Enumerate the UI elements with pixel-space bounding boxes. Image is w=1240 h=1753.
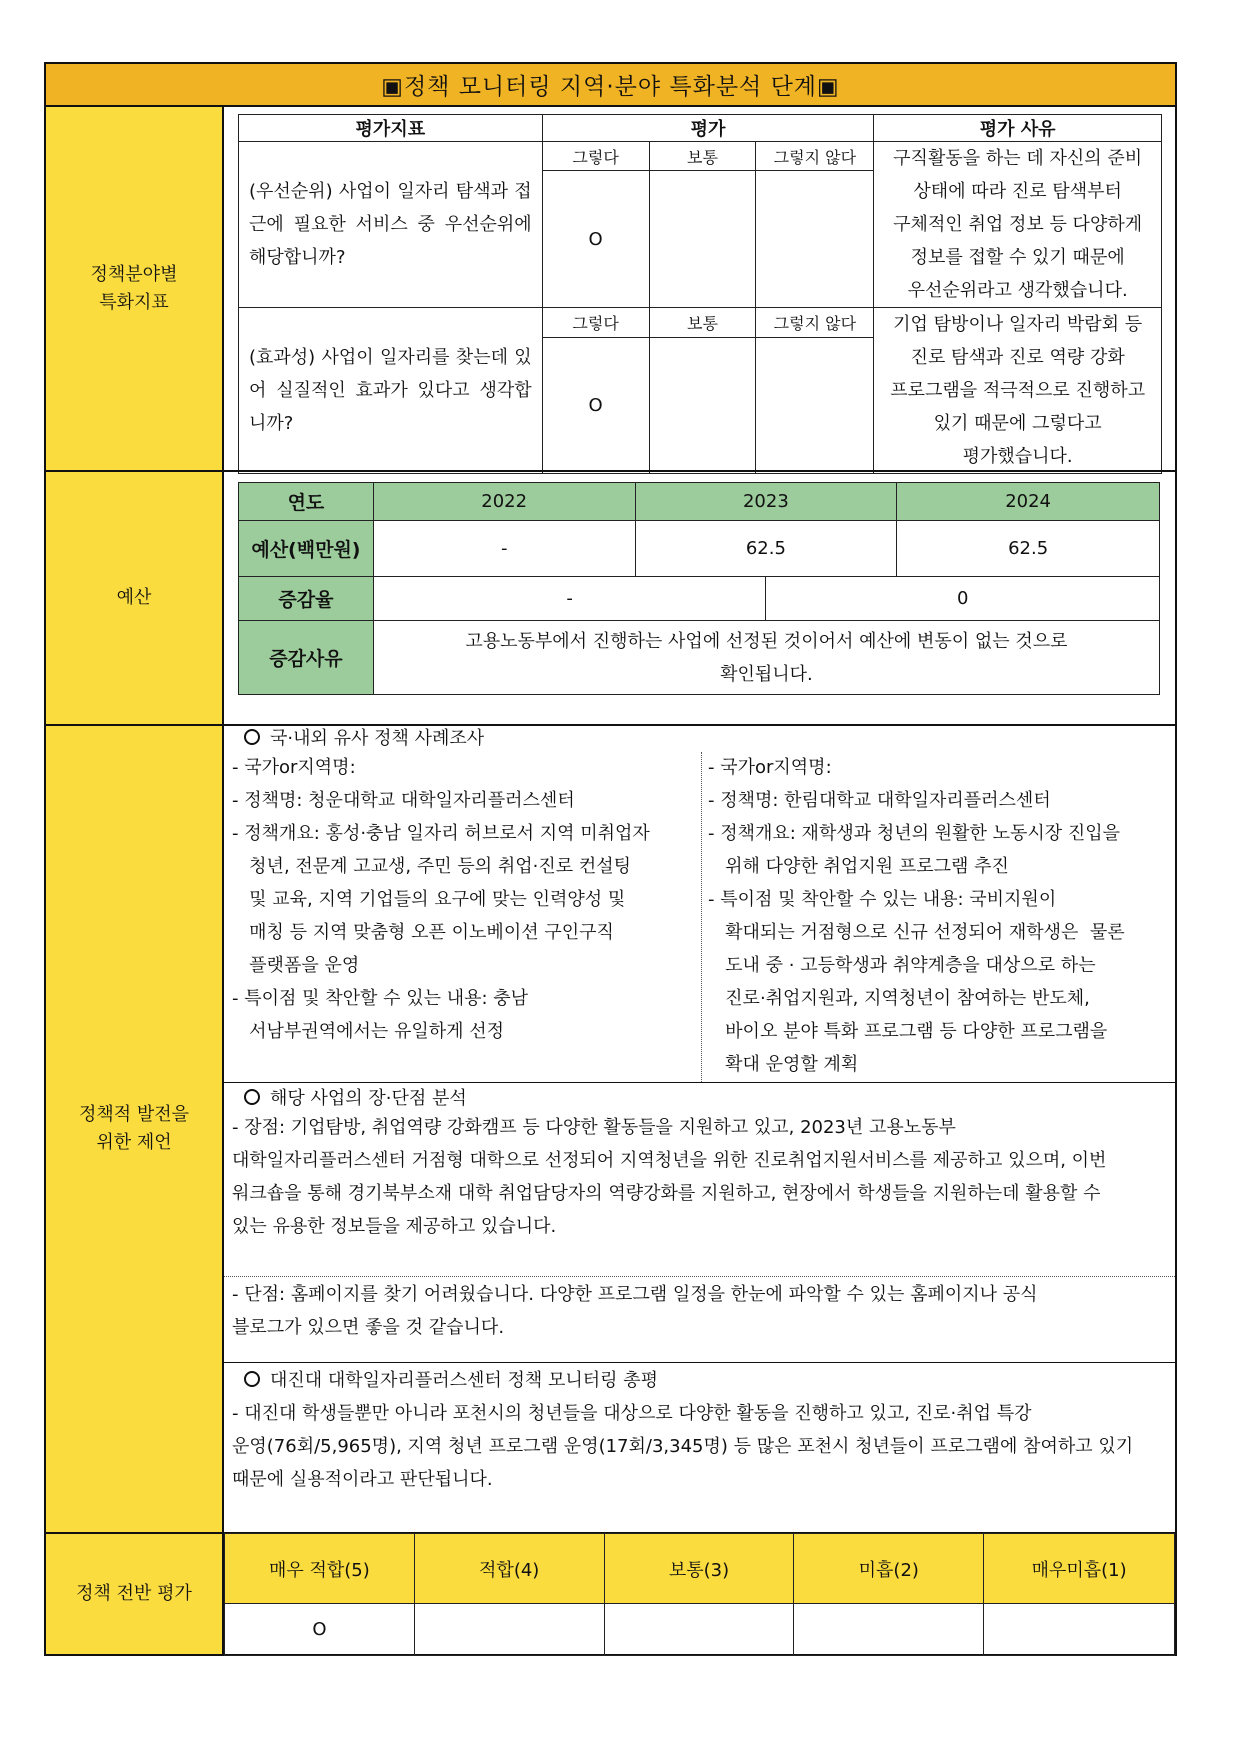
analysis-heading-text: 해당 사업의 장·단점 분석 — [270, 1088, 467, 1109]
overall-option: 미흡(2) — [794, 1534, 984, 1604]
overall-mark — [984, 1604, 1175, 1656]
proposal-divider — [224, 1362, 1175, 1363]
reason-line: 구체적인 취업 정보 등 다양하게 — [893, 214, 1143, 235]
pros-line: - 장점: 기업탐방, 취업역량 강화캠프 등 다양한 활동들을 지원하고 있고, 2023년 고용노동부 — [232, 1117, 956, 1138]
circle-icon — [244, 1089, 260, 1105]
case-line: 및 교육, 지역 기업들의 요구에 맞는 인력양성 및 — [232, 889, 626, 910]
year-label: 연도 — [239, 483, 374, 521]
rating-header: 평가 — [542, 115, 874, 142]
indicator-question: (우선순위) 사업이 일자리 탐색과 접근에 필요한 서비스 중 우선순위에 해당합니까? — [239, 142, 543, 308]
year-2022: 2022 — [373, 483, 635, 521]
cons-line: - 단점: 홈페이지를 찾기 어려웠습니다. 다양한 프로그램 일정을 한눈에 파악할 수 있는 홈페이지나 공식 — [232, 1284, 1038, 1305]
overall-mark — [414, 1604, 604, 1656]
mark-no — [756, 171, 874, 308]
option-yes: 그렇다 — [542, 308, 649, 338]
budget-table — [238, 482, 1160, 695]
cons-line: 블로그가 있으면 좋을 것 같습니다. — [232, 1317, 505, 1338]
cases-heading-text: 국·내외 유사 정책 사례조사 — [270, 728, 485, 749]
mark-yes: O — [542, 171, 649, 308]
pros-line: 워크숍을 통해 경기북부소재 대학 취업담당자의 역량강화를 지원하고, 현장에서 학생들을 지원하는데 활용할 수 — [232, 1183, 1101, 1204]
reason-line: 있기 때문에 그렇다고 — [933, 413, 1102, 434]
rate-2023: - — [373, 577, 766, 621]
overall-option: 보통(3) — [604, 1534, 794, 1604]
mark-neutral — [649, 337, 756, 473]
review-line: 운영(76회/5,965명), 지역 청년 프로그램 운영(17회/3,345명) 등 많은 포천시 청년들이 프로그램에 참여하고 있기 — [232, 1436, 1134, 1457]
year-2024: 2024 — [897, 483, 1160, 521]
overall-table — [224, 1533, 1175, 1656]
review-heading-text: 대진대 대학일자리플러스센터 정책 모니터링 총평 — [270, 1370, 659, 1391]
case-line: - 특이점 및 착안할 수 있는 내용: 국비지원이 — [708, 889, 1057, 910]
option-neutral: 보통 — [649, 142, 756, 171]
case-line: 플랫폼을 운영 — [232, 955, 360, 976]
amount-2022: - — [373, 521, 635, 577]
indicator-reason — [874, 308, 1162, 474]
option-neutral: 보통 — [649, 308, 756, 338]
review-block — [232, 1364, 1172, 1496]
case-line: - 정책명: 청운대학교 대학일자리플러스센터 — [232, 790, 575, 811]
section-label-proposal: 정책적 발전을 위한 제언 — [46, 726, 224, 1532]
overall-option: 매우미흡(1) — [984, 1534, 1175, 1604]
budget-reason-line: 고용노동부에서 진행하는 사업에 선정된 것이어서 예산에 변동이 없는 것으로 — [465, 630, 1068, 652]
case-line: 바이오 분야 특화 프로그램 등 다양한 프로그램을 — [708, 1021, 1108, 1042]
pros-line: 있는 유용한 정보들을 제공하고 있습니다. — [232, 1216, 557, 1237]
overall-option: 매우 적합(5) — [225, 1534, 415, 1604]
section-label-budget: 예산 — [46, 472, 224, 724]
indicator-header: 평가지표 — [239, 115, 543, 142]
reason-line: 기업 탐방이나 일자리 박람회 등 — [893, 314, 1143, 335]
mark-no — [756, 337, 874, 473]
analysis-block — [232, 1082, 1172, 1243]
amount-label: 예산(백만원) — [239, 521, 374, 577]
overall-mark: O — [225, 1604, 415, 1656]
case-right — [708, 751, 1173, 1081]
circle-icon — [244, 1371, 260, 1387]
evaluation-sheet — [44, 62, 1177, 1656]
review-line: - 대진대 학생들뿐만 아니라 포천시의 청년들을 대상으로 다양한 활동을 진행하고 있고, 진로·취업 특강 — [232, 1403, 1032, 1424]
cases-divider — [701, 752, 702, 1082]
reason-header: 평가 사유 — [874, 115, 1162, 142]
option-no: 그렇지 않다 — [756, 142, 874, 171]
amount-2024: 62.5 — [897, 521, 1160, 577]
option-no: 그렇지 않다 — [756, 308, 874, 338]
overall-mark — [604, 1604, 794, 1656]
overall-mark — [794, 1604, 984, 1656]
reason-line: 프로그램을 적극적으로 진행하고 — [890, 380, 1146, 401]
rate-label: 증감율 — [239, 577, 374, 621]
cons-block — [232, 1278, 1172, 1344]
circle-icon — [244, 729, 260, 745]
case-line: 서남부권역에서는 유일하게 선정 — [232, 1021, 505, 1042]
amount-2023: 62.5 — [635, 521, 897, 577]
budget-reason — [373, 621, 1159, 695]
case-line: 도내 중 · 고등학생과 취약계층을 대상으로 하는 — [708, 955, 1096, 976]
budget-reason-line: 확인됩니다. — [720, 663, 813, 685]
page-title: ▣정책 모니터링 지역·분야 특화분석 단계▣ — [46, 64, 1175, 107]
section-label-specialized: 정책분야별 특화지표 — [46, 107, 224, 470]
section-label-overall: 정책 전반 평가 — [46, 1534, 224, 1654]
case-line: 확대되는 거점형으로 신규 선정되어 재학생은 물론 — [708, 922, 1125, 943]
reason-line: 우선순위라고 생각했습니다. — [907, 280, 1128, 301]
case-line: - 정책개요: 재학생과 청년의 원활한 노동시장 진입을 — [708, 823, 1121, 844]
case-line: 확대 운영할 계획 — [708, 1054, 859, 1075]
case-line: - 특이점 및 착안할 수 있는 내용: 충남 — [232, 988, 529, 1009]
case-line: - 국가or지역명: — [708, 757, 832, 778]
case-line: - 정책개요: 홍성·충남 일자리 허브로서 지역 미취업자 — [232, 823, 650, 844]
reason-line: 진로 탐색과 진로 역량 강화 — [910, 347, 1125, 368]
reason-line: 평가했습니다. — [962, 446, 1073, 467]
mark-neutral — [649, 171, 756, 308]
option-yes: 그렇다 — [542, 142, 649, 171]
rate-2024: 0 — [766, 577, 1160, 621]
case-line: 진로·취업지원과, 지역청년이 참여하는 반도체, — [708, 988, 1090, 1009]
reason-label: 증감사유 — [239, 621, 374, 695]
review-line: 때문에 실용적이라고 판단됩니다. — [232, 1469, 493, 1490]
mark-yes: O — [542, 337, 649, 473]
case-left — [232, 751, 692, 1048]
reason-line: 상태에 따라 진로 탐색부터 — [913, 181, 1122, 202]
reason-line: 정보를 접할 수 있기 때문에 — [910, 247, 1125, 268]
review-heading — [232, 1364, 1172, 1397]
indicator-reason — [874, 142, 1162, 308]
indicator-question: (효과성) 사업이 일자리를 찾는데 있어 실질적인 효과가 있다고 생각합니까? — [239, 308, 543, 474]
overall-option: 적합(4) — [414, 1534, 604, 1604]
case-line: 위해 다양한 취업지원 프로그램 추진 — [708, 856, 1009, 877]
case-line: 청년, 전문계 고교생, 주민 등의 취업·진로 컨설팅 — [232, 856, 632, 877]
case-line: - 정책명: 한림대학교 대학일자리플러스센터 — [708, 790, 1051, 811]
analysis-divider — [224, 1276, 1175, 1277]
case-line: - 국가or지역명: — [232, 757, 356, 778]
pros-line: 대학일자리플러스센터 거점형 대학으로 선정되어 지역청년을 위한 진로취업지원서비스를 제공하고 있으며, 이번 — [232, 1150, 1107, 1171]
case-line: 매칭 등 지역 맞춤형 오픈 이노베이션 구인구직 — [232, 922, 614, 943]
year-2023: 2023 — [635, 483, 897, 521]
reason-line: 구직활동을 하는 데 자신의 준비 — [893, 148, 1143, 169]
indicator-table — [238, 114, 1162, 474]
